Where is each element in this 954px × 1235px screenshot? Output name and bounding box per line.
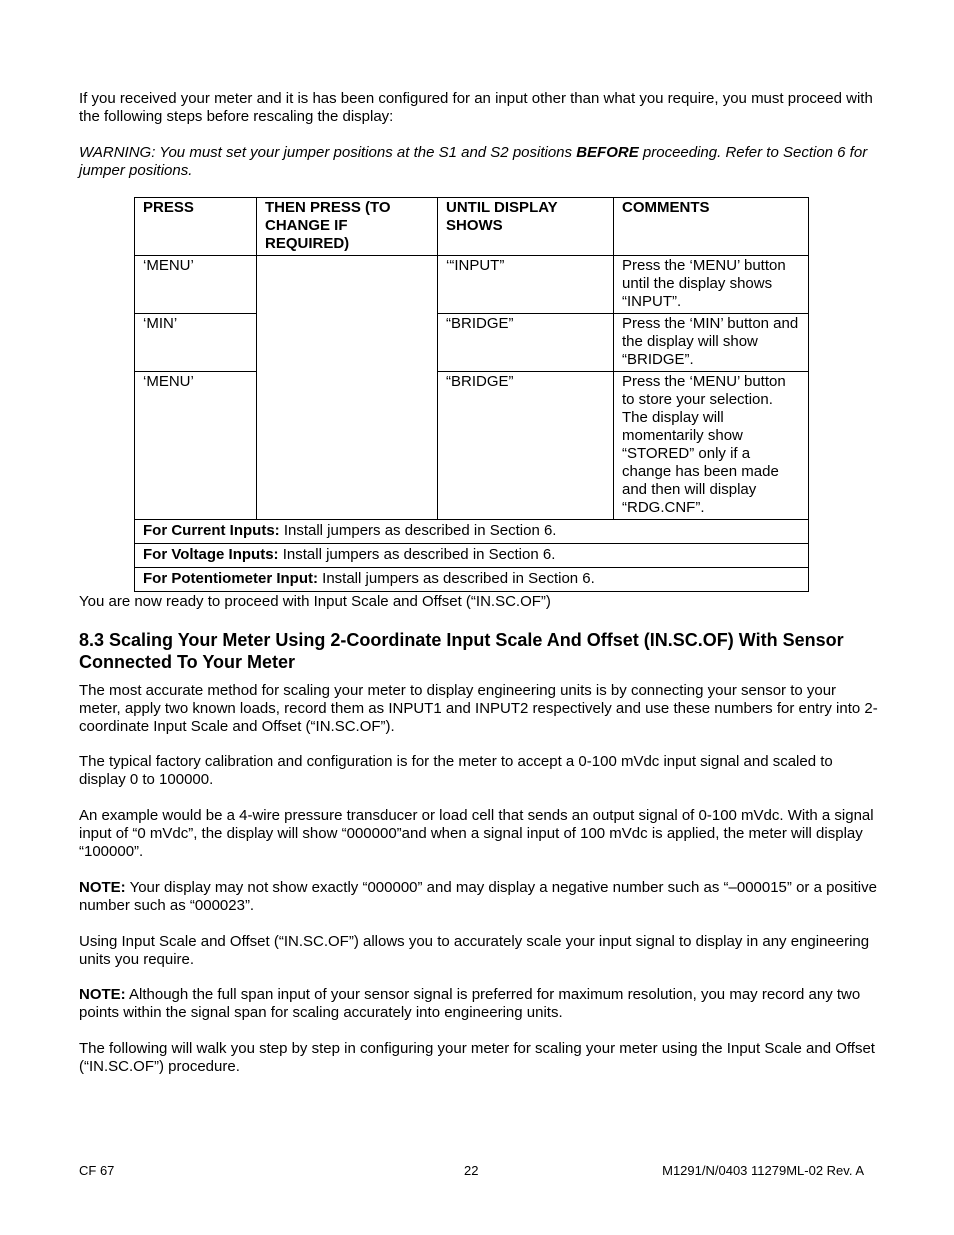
warning-text-before: WARNING: You must set your jumper positions at the S1 and S2 positions: [79, 144, 577, 161]
note-text: Install jumpers as described in Section 6.: [318, 570, 595, 587]
note-row-potentiometer: [135, 568, 809, 592]
header-then-press: THEN PRESS (TO CHANGE IF REQUIRED): [257, 198, 438, 256]
cell-until: ‘“INPUT”: [438, 256, 614, 314]
section-paragraph-1: The most accurate method for scaling your meter to display engineering units is by connecting your sensor to your meter, apply two known loads, record them as INPUT1 and INPUT2 respectively and use these numbers for entry into 2-coordinate Input Scale and Offset (“IN.SC.OF”).: [79, 682, 878, 735]
note-text: Your display may not show exactly “000000” and may display a negative number such as “–000015” or a positive number such as “000023”.: [79, 879, 877, 914]
intro-paragraph: If you received your meter and it is has been configured for an input other than what you require, you must proceed with the following steps before rescaling the display:: [79, 90, 873, 125]
header-until-display: UNTIL DISPLAY SHOWS: [438, 198, 614, 256]
warning-paragraph: [79, 144, 879, 180]
note-text: Although the full span input of your sensor signal is preferred for maximum resolution, you may record any two points within the signal span for scaling accurately into engineering units.: [79, 986, 861, 1021]
section-paragraph-2: The typical factory calibration and configuration is for the meter to accept a 0-100 mVdc input signal and scaled to display 0 to 100000.: [79, 753, 833, 788]
table-row: [135, 256, 809, 314]
note-label: For Potentiometer Input:: [143, 570, 318, 587]
note-label: NOTE:: [79, 986, 126, 1003]
note-row-voltage: [135, 544, 809, 568]
note-label: For Voltage Inputs:: [143, 546, 279, 563]
note-label: NOTE:: [79, 879, 126, 896]
note-text: Install jumpers as described in Section 6.: [278, 546, 556, 563]
note-row-current: [135, 520, 809, 544]
note-text: Install jumpers as described in Section 6.: [279, 522, 557, 539]
note-label: For Current Inputs:: [143, 522, 280, 539]
cell-until: “BRIDGE”: [438, 314, 614, 372]
table-row: [135, 372, 809, 520]
procedure-table: [134, 197, 809, 592]
cell-press: ‘MENU’: [135, 256, 257, 314]
cell-comment: Press the ‘MIN’ button and the display will show “BRIDGE”.: [614, 314, 809, 372]
cell-then-press-empty: [257, 256, 438, 520]
warning-bold: BEFORE: [576, 144, 639, 161]
section-heading: 8.3 Scaling Your Meter Using 2-Coordinate Input Scale And Offset (IN.SC.OF) With Sensor Connected To Your Meter: [79, 630, 844, 672]
note-paragraph-2: [79, 986, 879, 1022]
footer-right: M1291/N/0403 11279ML-02 Rev. A: [662, 1163, 864, 1178]
header-press: PRESS: [135, 198, 257, 256]
section-paragraph-5: The following will walk you step by step in configuring your meter for scaling your meter using the Input Scale and Offset (“IN.SC.OF”) procedure.: [79, 1040, 875, 1075]
table-row: [135, 314, 809, 372]
footer-page-number: 22: [464, 1163, 479, 1178]
warning-text-after: proceeding. Refer to Section 6 for jumper positions.: [79, 144, 868, 179]
footer-left: CF 67: [79, 1163, 115, 1178]
cell-comment: Press the ‘MENU’ button to store your selection. The display will momentarily show “STORED” only if a change has been made and then will display “RDG.CNF”.: [614, 372, 809, 520]
cell-comment: Press the ‘MENU’ button until the display shows “INPUT”.: [614, 256, 809, 314]
cell-until: “BRIDGE”: [438, 372, 614, 520]
ready-paragraph: You are now ready to proceed with Input Scale and Offset (“IN.SC.OF”): [79, 593, 551, 610]
table-header-row: [135, 198, 809, 256]
cell-press: ‘MENU’: [135, 372, 257, 520]
note-paragraph-1: [79, 879, 879, 915]
header-comments: COMMENTS: [614, 198, 809, 256]
cell-press: ‘MIN’: [135, 314, 257, 372]
section-paragraph-3: An example would be a 4-wire pressure transducer or load cell that sends an output signal of 0-100 mVdc. With a signal input of “0 mVdc”, the display will show “000000”and when a signal input of 100 mVdc is applied, the meter will display “100000”.: [79, 807, 874, 860]
section-paragraph-4: Using Input Scale and Offset (“IN.SC.OF”) allows you to accurately scale your input signal to display in any engineering units you require.: [79, 933, 870, 968]
